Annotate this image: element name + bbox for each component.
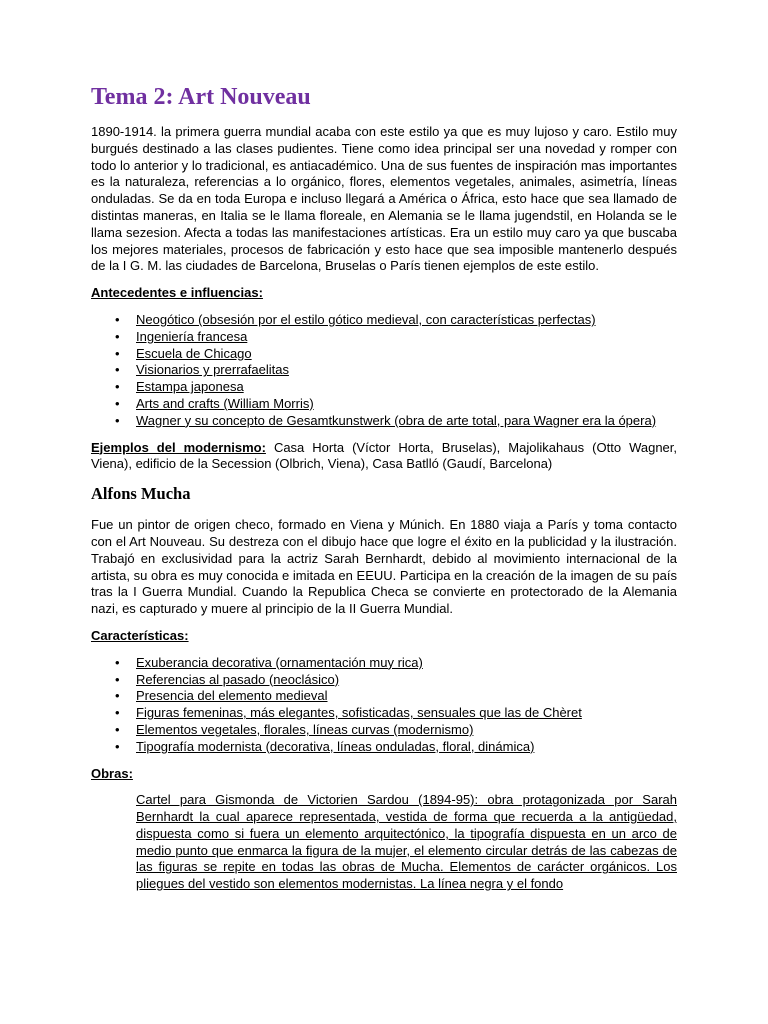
obras-list [91,792,677,893]
ejemplos-paragraph [91,440,677,474]
list-item: • Ingeniería francesa [136,329,677,346]
list-item: • Presencia del elemento medieval [136,688,677,705]
antecedentes-list [91,312,677,430]
intro-paragraph: 1890-1914. la primera guerra mundial acaba con este estilo ya que es muy lujoso y caro. Estilo muy burgués destinado a las clases pudientes. Tiene como idea principal ser una novedad y romper con todo lo anterior y lo tradicional, es antiacadémico. Una de sus fuentes de inspiración mas importantes es la naturaleza, referencias a lo orgánico, flores, elementos vegetales, animales, asimetría, líneas onduladas. Se da en toda Europa e incluso llegará a América o África, esto hace que sea llamado de distintas maneras, en Italia se le llama floreale, en Alemania se le llama jugendstil, en Holanda se le llama sezesion. Afecta a todas las manifestaciones artísticas. Era un estilo muy caro ya que buscaba los mejores materiales, procesos de fabricación y esto hace que sea imposible mantenerlo después de la I G. M. las ciudades de Barcelona, Bruselas o París tienen ejemplos de este estilo. [91,124,677,274]
list-item: • Elementos vegetales, florales, líneas curvas (modernismo) [136,722,677,739]
section-heading-mucha: Alfons Mucha [91,484,191,504]
list-item: • Estampa japonesa [136,379,677,396]
antecedentes-heading: Antecedentes e influencias: [91,285,263,301]
list-item: • Figuras femeninas, más elegantes, sofisticadas, sensuales que las de Chèret [136,705,677,722]
page-title: Tema 2: Art Nouveau [91,84,311,110]
list-item: • Neogótico (obsesión por el estilo gótico medieval, con características perfectas) [136,312,677,329]
mucha-paragraph: Fue un pintor de origen checo, formado en Viena y Múnich. En 1880 viaja a París y toma contacto con el Art Nouveau. Su destreza con el dibujo hace que logre el éxito en la publicidad y la ilustración. Trabajó en exclusividad para la actriz Sarah Bernhardt, debido al movimiento internacional de la artista, su obra es muy conocida e imitada en EEUU. Participa en la creación de la imagen de su país tras la I Guerra Mundial. Cuando la Republica Checa se convierte en protectorado de la Alemania nazi, es capturado y muere al principio de la II Guerra Mundial. [91,517,677,617]
list-item: • Exuberancia decorativa (ornamentación muy rica) [136,655,677,672]
obras-heading: Obras: [91,765,133,781]
caracteristicas-list [91,655,677,756]
list-item: • Wagner y su concepto de Gesamtkunstwerk (obra de arte total, para Wagner era la ópera) [136,413,677,430]
caracteristicas-heading: Características: [91,627,189,643]
list-item: • Tipografía modernista (decorativa, líneas onduladas, floral, dinámica) [136,739,677,756]
list-item: • Referencias al pasado (neoclásico) [136,672,677,689]
ejemplos-text: Casa Horta (Víctor Horta, Bruselas), Majolikahaus (Otto Wagner, Viena), edificio de la Secession (Olbrich, Viena), Casa Batlló (Gaudí, Barcelona) [91,439,677,472]
list-item: • Escuela de Chicago [136,346,677,363]
list-item: • Visionarios y prerrafaelitas [136,362,677,379]
ejemplos-heading: Ejemplos del modernismo: [91,439,266,455]
list-item: • Cartel para Gismonda de Victorien Sardou (1894-95): obra protagonizada por Sarah Bernhardt la cual aparece representada, vestida de forma que recuerda a la antigüedad, dispuesta como si fuera un elemento arquitectónico, la tipografía dispuesta en un arco de medio punto que enmarca la figura de la mujer, el elemento circular detrás de las cabezas de las figuras se repite en todas las obras de Mucha. Elementos de carácter orgánicos. Los pliegues del vestido son elementos modernistas. La línea negra y el fondo [136,792,677,893]
list-item: • Arts and crafts (William Morris) [136,396,677,413]
